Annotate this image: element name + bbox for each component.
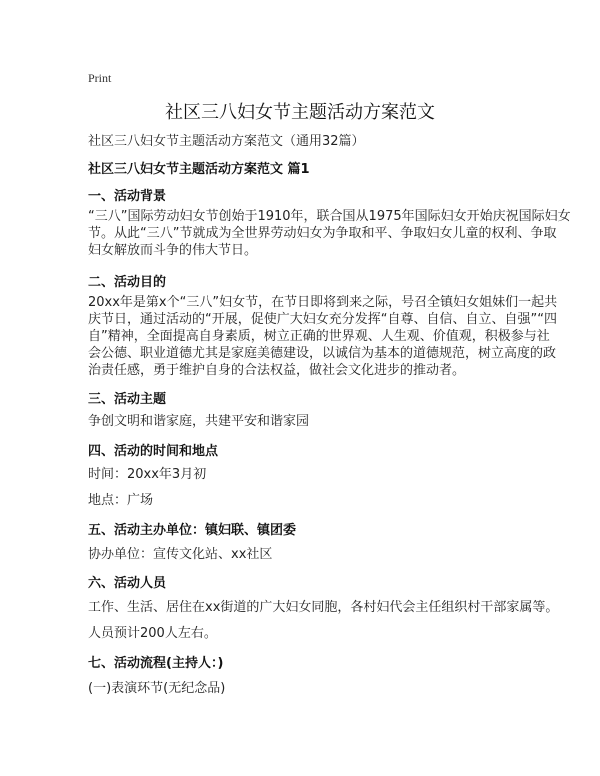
print-link[interactable]: Print [88,71,112,85]
paragraph-line: 庆节日，通过活动的“开展，促使广大妇女充分发挥“自尊、自信、自立、自强”“四 [88,312,557,327]
section-heading: 三、活动主题 [88,392,167,407]
paragraph: 工作、生活、居住在xx街道的广大妇女同胞，各村妇代会主任组织村干部家属等。 [88,600,559,615]
paragraph: (一)表演环节(无纪念品) [88,681,226,696]
paragraph: 人员预计200人左右。 [88,626,217,641]
section-heading: 五、活动主办单位：镇妇联、镇团委 [88,523,297,538]
paragraph-line: 会公德、职业道德尤其是家庭美德建设，以诚信为基本的道德规范，树立高度的政 [88,346,557,361]
page-title: 社区三八妇女节主题活动方案范文 [165,102,435,123]
paragraph [88,294,557,379]
paragraph-line: 节。从此“三八”节就成为全世界劳动妇女为争取和平、争取妇女儿童的权利、争取 [88,226,557,241]
article-heading: 社区三八妇女节主题活动方案范文 篇1 [88,162,310,177]
paragraph: 时间：20xx年3月初 [88,467,207,482]
section-heading: 二、活动目的 [88,275,167,290]
paragraph: 地点：广场 [88,493,154,508]
paragraph: 协办单位：宣传文化站、xx社区 [88,547,273,562]
section-heading: 一、活动背景 [88,189,167,204]
section-heading: 七、活动流程(主持人：) [88,656,224,671]
paragraph-line: 治责任感，勇于维护自身的合法权益，做社会文化进步的推动者。 [88,363,466,378]
section-heading: 六、活动人员 [88,576,167,591]
paragraph-line: 20xx年是第x个“三八”妇女节，在节日即将到来之际，号召全镇妇女姐妹们一起共 [88,295,558,310]
paragraph-line: 妇女解放而斗争的伟大节日。 [88,243,258,258]
subtitle: 社区三八妇女节主题活动方案范文（通用32篇） [88,134,365,149]
paragraph: 争创文明和谐家庭，共建平安和谐家园 [88,414,310,429]
paragraph [88,208,571,259]
paragraph-line: “三八”国际劳动妇女节创始于1910年，联合国从1975年国际妇女开始庆祝国际妇女 [88,209,571,224]
section-heading: 四、活动的时间和地点 [88,444,219,459]
paragraph-line: 自”精神，全面提高自身素质，树立正确的世界观、人生观、价值观，积极参与社 [88,329,550,344]
